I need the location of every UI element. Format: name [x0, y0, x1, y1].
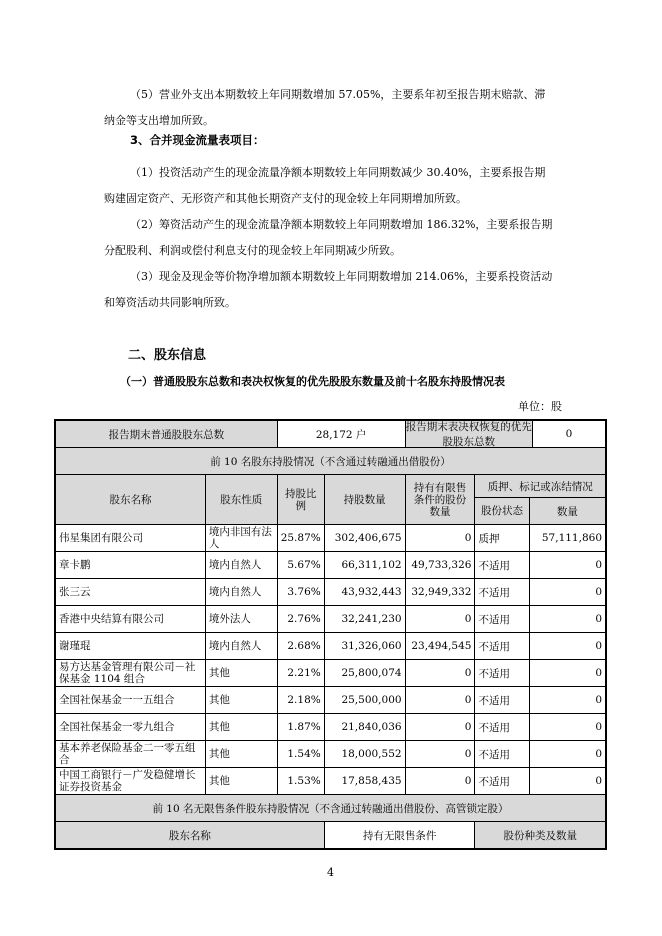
- restricted-shares: 23,494,545: [405, 633, 475, 660]
- shareholding-ratio: 25.87%: [277, 525, 324, 552]
- header-restricted: 持有有限售条件的股份数量: [405, 475, 475, 525]
- common-holders-value: 28,172 户: [277, 420, 405, 448]
- preferred-holders-label: 报告期末表决权恢复的优先股股东总数: [405, 421, 532, 448]
- table-row: [55, 714, 606, 741]
- header-shares: 持股数量: [324, 475, 405, 525]
- pledge-status: 不适用: [475, 741, 529, 768]
- unrestricted-title: 前 10 名无限售条件股东持股情况（不含通过转融通出借股份、高管锁定股）: [55, 795, 606, 822]
- top10-title: 前 10 名股东持股情况（不含通过转融通出借股份）: [55, 448, 606, 475]
- paragraph-operating-expense: [104, 82, 554, 134]
- shareholder-name: 张三云: [55, 579, 205, 606]
- share-count: 25,800,074: [324, 660, 405, 687]
- paragraph-text: （1）投资活动产生的现金流量净额本期数较上年同期数减少 30.40%，主要系报告期购建固定资产、无形资产和其他长期资产支付的现金较上年同期增加所致。: [104, 166, 546, 205]
- shareholder-nature: 境内非国有法人: [205, 525, 277, 552]
- paragraph-cash-increase: [104, 264, 554, 316]
- unrestricted-header-name: 股东名称: [55, 822, 324, 850]
- header-status: 股份状态: [475, 498, 529, 525]
- restricted-shares: 0: [405, 768, 475, 795]
- shareholding-ratio: 1.87%: [277, 714, 324, 741]
- shareholding-ratio: 1.54%: [277, 741, 324, 768]
- shareholder-nature: 境内自然人: [205, 633, 277, 660]
- preferred-holders-cell: [405, 420, 606, 448]
- shareholder-name: 基本养老保险基金二一零五组合: [55, 741, 205, 768]
- shareholder-name: 章卡鹏: [55, 552, 205, 579]
- shareholder-nature: 其他: [205, 714, 277, 741]
- share-count: 25,500,000: [324, 687, 405, 714]
- shareholding-ratio: 2.21%: [277, 660, 324, 687]
- pledge-status: 不适用: [475, 606, 529, 633]
- pledge-status: 不适用: [475, 687, 529, 714]
- shareholder-name: 全国社保基金一零九组合: [55, 714, 205, 741]
- pledge-quantity: 0: [529, 687, 606, 714]
- share-count: 66,311,102: [324, 552, 405, 579]
- table-row: [55, 768, 606, 795]
- summary-row: [55, 420, 606, 448]
- restricted-shares: 0: [405, 525, 475, 552]
- table-row: [55, 687, 606, 714]
- table-row: [55, 579, 606, 606]
- table-row: [55, 633, 606, 660]
- common-holders-label: 报告期末普通股股东总数: [55, 420, 277, 448]
- header-nature: 股东性质: [205, 475, 277, 525]
- shareholder-nature: 其他: [205, 768, 277, 795]
- share-count: 43,932,443: [324, 579, 405, 606]
- table-row: [55, 660, 606, 687]
- pledge-quantity: 0: [529, 660, 606, 687]
- shareholding-ratio: 2.76%: [277, 606, 324, 633]
- paragraph-text: （2）筹资活动产生的现金流量净额本期数较上年同期数增加 186.32%，主要系报告期分配股利、利润或偿付利息支付的现金较上年同期减少所致。: [104, 218, 553, 257]
- pledge-status: 质押: [475, 525, 529, 552]
- restricted-shares: 32,949,332: [405, 579, 475, 606]
- pledge-quantity: 0: [529, 606, 606, 633]
- shareholder-name: 中国工商银行－广发稳健增长证券投资基金: [55, 768, 205, 795]
- header-row: [55, 475, 606, 498]
- page-number: 4: [327, 866, 334, 879]
- pledge-status: 不适用: [475, 633, 529, 660]
- shareholder-name: 全国社保基金一一五组合: [55, 687, 205, 714]
- share-count: 21,840,036: [324, 714, 405, 741]
- header-name: 股东名称: [55, 475, 205, 525]
- restricted-shares: 0: [405, 714, 475, 741]
- unrestricted-header-row: [55, 822, 606, 850]
- shareholder-table: [54, 419, 607, 850]
- shareholder-nature: 境内自然人: [205, 579, 277, 606]
- shareholder-name: 谢瑾琨: [55, 633, 205, 660]
- header-qty: 数量: [529, 498, 606, 525]
- shareholder-nature: 其他: [205, 660, 277, 687]
- shareholder-nature: 其他: [205, 687, 277, 714]
- pledge-quantity: 57,111,860: [529, 525, 606, 552]
- paragraph-text: （3）现金及现金等价物净增加额本期数较上年同期数增加 214.06%，主要系投资活动和筹资活动共同影响所致。: [104, 270, 553, 309]
- restricted-shares: 0: [405, 606, 475, 633]
- header-pledge: 质押、标记或冻结情况: [475, 475, 606, 498]
- table-row: [55, 606, 606, 633]
- table-row: [55, 525, 606, 552]
- pledge-quantity: 0: [529, 714, 606, 741]
- top10-title-row: [55, 448, 606, 475]
- shareholder-nature: 境外法人: [205, 606, 277, 633]
- share-count: 18,000,552: [324, 741, 405, 768]
- restricted-shares: 0: [405, 687, 475, 714]
- pledge-status: 不适用: [475, 660, 529, 687]
- shareholder-nature: 其他: [205, 741, 277, 768]
- share-count: 17,858,435: [324, 768, 405, 795]
- section-subtitle: （一）普通股股东总数和表决权恢复的优先股股东数量及前十名股东持股情况表: [120, 375, 505, 388]
- pledge-status: 不适用: [475, 768, 529, 795]
- table-row: [55, 741, 606, 768]
- pledge-status: 不适用: [475, 579, 529, 606]
- shareholder-name: 香港中央结算有限公司: [55, 606, 205, 633]
- pledge-status: 不适用: [475, 714, 529, 741]
- restricted-shares: 49,733,326: [405, 552, 475, 579]
- unrestricted-header-type: 股份种类及数量: [475, 822, 606, 850]
- shareholding-ratio: 2.68%: [277, 633, 324, 660]
- pledge-quantity: 0: [529, 633, 606, 660]
- unit-label: 单位：股: [518, 400, 562, 413]
- pledge-quantity: 0: [529, 741, 606, 768]
- restricted-shares: 0: [405, 741, 475, 768]
- restricted-shares: 0: [405, 660, 475, 687]
- share-count: 302,406,675: [324, 525, 405, 552]
- shareholder-nature: 境内自然人: [205, 552, 277, 579]
- paragraph-financing-cashflow: [104, 212, 554, 264]
- shareholder-rows: [55, 525, 606, 795]
- paragraph-investing-cashflow: [104, 160, 554, 212]
- pledge-quantity: 0: [529, 579, 606, 606]
- paragraph-text: （5）营业外支出本期数较上年同期数增加 57.05%，主要系年初至报告期末赔款、滞纳金等支出增加所致。: [104, 88, 546, 127]
- shareholding-ratio: 2.18%: [277, 687, 324, 714]
- shareholding-ratio: 3.76%: [277, 579, 324, 606]
- shareholder-name: 伟星集团有限公司: [55, 525, 205, 552]
- share-count: 31,326,060: [324, 633, 405, 660]
- shareholding-ratio: 5.67%: [277, 552, 324, 579]
- shareholding-ratio: 1.53%: [277, 768, 324, 795]
- share-count: 32,241,230: [324, 606, 405, 633]
- table-row: [55, 552, 606, 579]
- unrestricted-header-held: 持有无限售条件: [324, 822, 475, 850]
- section-3-title: 3、合并现金流量表项目：: [130, 133, 265, 147]
- pledge-status: 不适用: [475, 552, 529, 579]
- preferred-holders-value: 0: [532, 421, 605, 447]
- section-title: 二、股东信息: [128, 348, 207, 363]
- pledge-quantity: 0: [529, 552, 606, 579]
- unrestricted-title-row: [55, 795, 606, 822]
- pledge-quantity: 0: [529, 768, 606, 795]
- shareholder-name: 易方达基金管理有限公司－社保基金 1104 组合: [55, 660, 205, 687]
- header-ratio: 持股比例: [277, 475, 324, 525]
